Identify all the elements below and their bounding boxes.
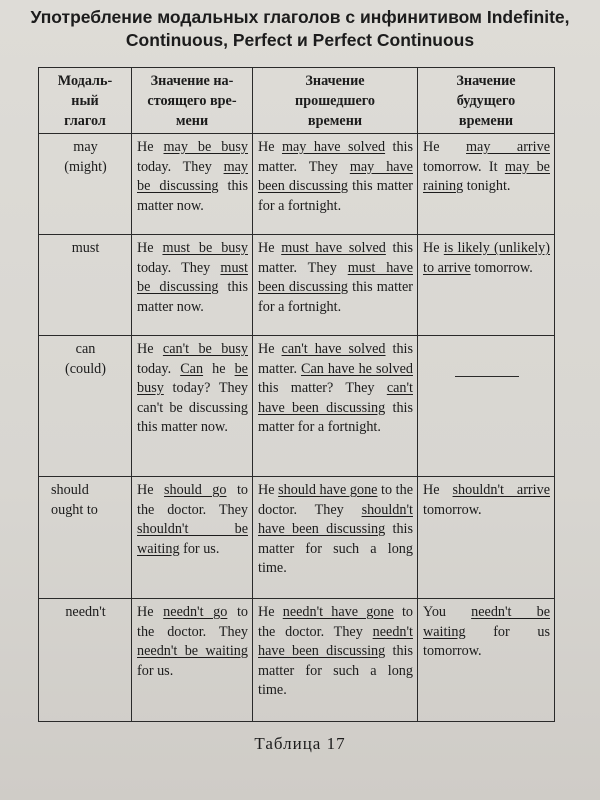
present-cell: He can't be busy today. Can he be busy today? They can't be discussing this matter now. bbox=[132, 336, 253, 477]
page-title bbox=[0, 6, 600, 52]
past-cell: He can't have solved this matter. Can have he solved this matter? They can't have been discussing this matter for a fortnight. bbox=[253, 336, 418, 477]
future-cell: He shouldn't arrive tomorrow. bbox=[418, 477, 555, 599]
present-cell: He may be busy today. They may be discussing this matter now. bbox=[132, 134, 253, 235]
present-cell: He must be busy today. They must be discussing this matter now. bbox=[132, 235, 253, 336]
title-line-1: Употребление модальных глаголов с инфинитивом Indefinite, bbox=[30, 7, 570, 27]
past-cell: He must have solved this matter. They must have been discussing this matter for a fortnight. bbox=[253, 235, 418, 336]
future-cell: You needn't be waiting for us tomorrow. bbox=[418, 599, 555, 722]
present-cell: He needn't go to the doctor. They needn't be waiting for us. bbox=[132, 599, 253, 722]
past-cell: He should have gone to the doctor. They shouldn't have been discussing this matter for such a long time. bbox=[253, 477, 418, 599]
table-row bbox=[39, 477, 555, 599]
table-caption: Таблица 17 bbox=[254, 734, 346, 753]
present-cell: He should go to the doctor. They shouldn't be waiting for us. bbox=[132, 477, 253, 599]
past-cell: He needn't have gone to the doctor. They needn't have been discussing this matter for such a long time. bbox=[253, 599, 418, 722]
modal-cell: must bbox=[39, 235, 132, 336]
title-line-2: Continuous, Perfect и Perfect Continuous bbox=[125, 30, 475, 50]
modal-verbs-table bbox=[38, 67, 555, 722]
future-cell: He is likely (unlikely) to arrive tomorrow. bbox=[418, 235, 555, 336]
modal-cell: may (might) bbox=[39, 134, 132, 235]
modal-cell: should ought to bbox=[39, 477, 132, 599]
header-present-meaning: Значение на- стоящего вре- мени bbox=[132, 68, 253, 134]
header-modal-verb: Модаль- ный глагол bbox=[39, 68, 132, 134]
table-row bbox=[39, 599, 555, 722]
modal-cell: can (could) bbox=[39, 336, 132, 477]
past-cell: He may have solved this matter. They may have been discussing this matter for a fortnight. bbox=[253, 134, 418, 235]
header-future-meaning: Значение будущего времени bbox=[418, 68, 555, 134]
no-value-dash bbox=[423, 340, 550, 377]
table-header-row bbox=[39, 68, 555, 134]
header-past-meaning: Значение прошедшего времени bbox=[253, 68, 418, 134]
modal-cell: needn't bbox=[39, 599, 132, 722]
table-row bbox=[39, 235, 555, 336]
table-row bbox=[39, 134, 555, 235]
future-cell-empty bbox=[418, 336, 555, 477]
table-row bbox=[39, 336, 555, 477]
future-cell: He may arrive tomorrow. It may be raining tonight. bbox=[418, 134, 555, 235]
